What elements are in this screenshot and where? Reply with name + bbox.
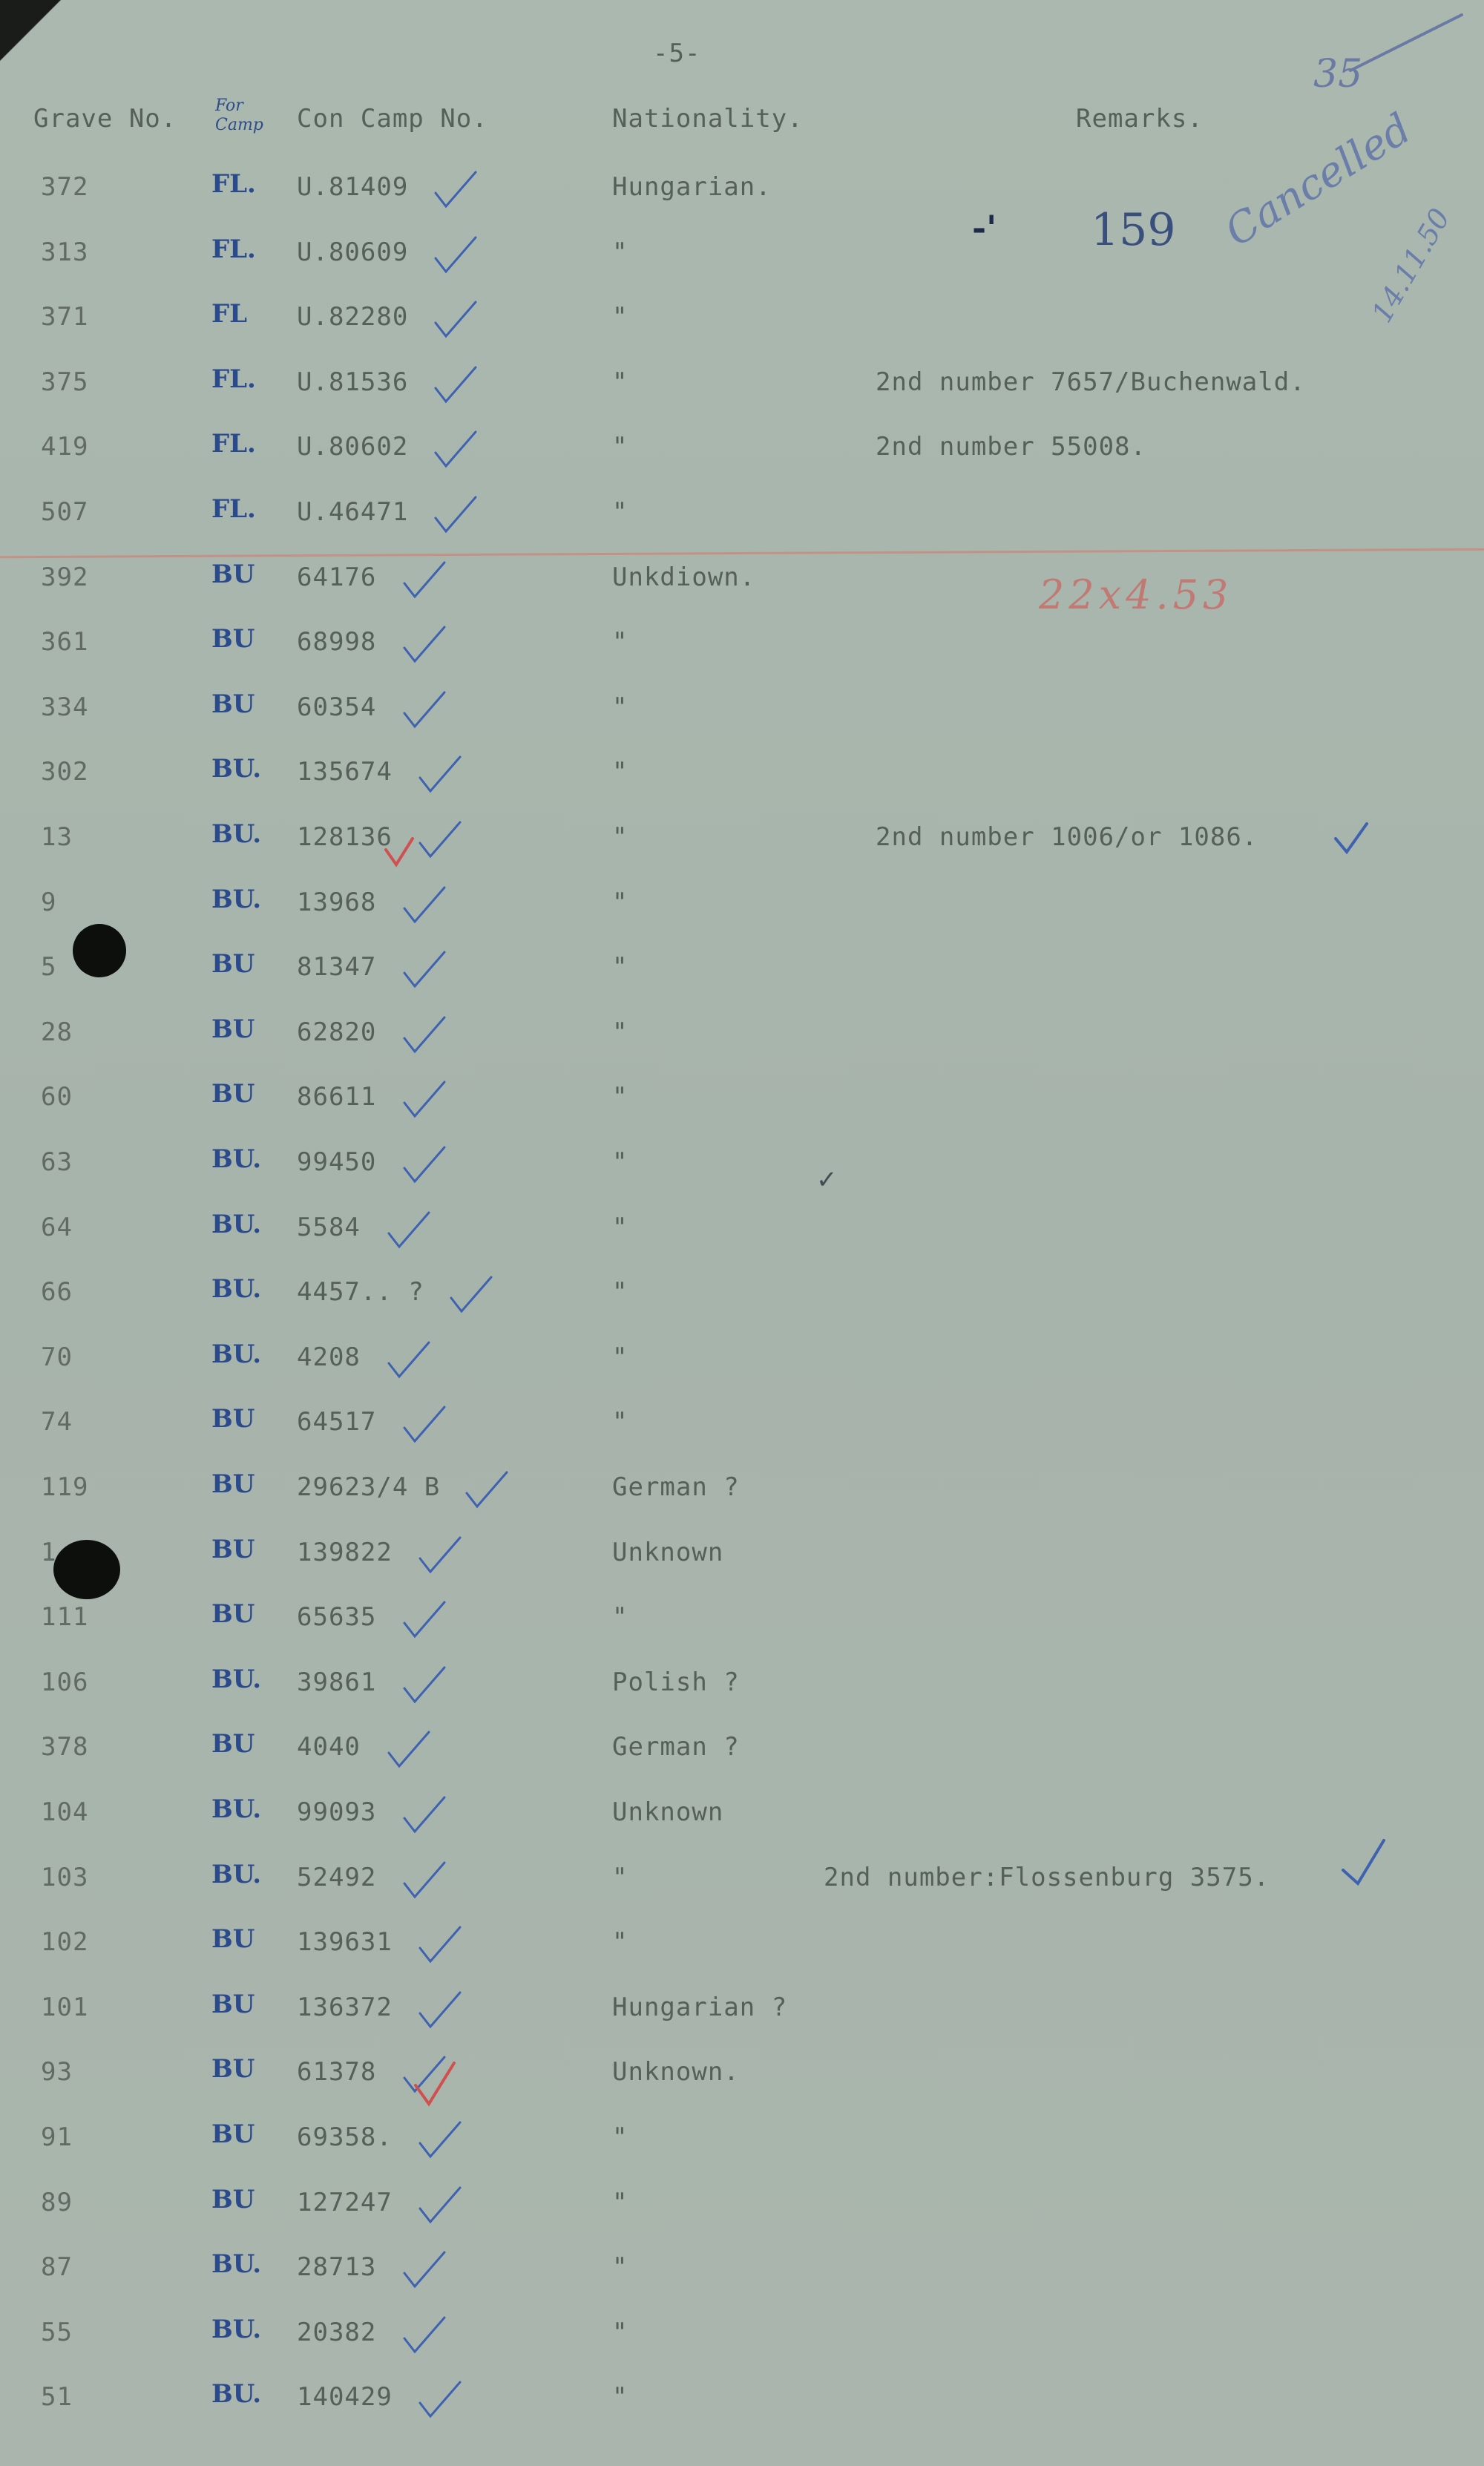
table-row (0, 1729, 1484, 1791)
table-row (0, 1990, 1484, 2052)
table-row (0, 237, 1484, 297)
camp-code: BU (211, 1469, 255, 1499)
grave-number: 89 (41, 2188, 73, 2217)
punch-hole-1 (73, 924, 126, 977)
camp-code: BU. (211, 1665, 262, 1694)
nationality: " (612, 367, 628, 397)
table-row (0, 1667, 1484, 1727)
nationality: " (612, 497, 628, 527)
camp-code: BU. (211, 754, 262, 784)
camp-number: 5584 (297, 1213, 361, 1242)
table-row (0, 1079, 1484, 1141)
header-remarks: Remarks. (1076, 104, 1204, 134)
annotation-159: 159 (1091, 204, 1176, 256)
table-row (0, 1794, 1484, 1857)
camp-code: BU (211, 689, 255, 719)
camp-code: BU (211, 1599, 255, 1629)
corner-number: 35 (1313, 52, 1363, 96)
camp-code: FL (211, 299, 248, 329)
nationality: Polish ? (612, 1667, 740, 1697)
grave-number: 507 (41, 497, 89, 527)
nationality: " (612, 2252, 628, 2282)
camp-number: 61378 (297, 2057, 377, 2087)
camp-number: 4208 (297, 1342, 361, 1372)
table-row (0, 1924, 1484, 1987)
grave-number: 9 (41, 888, 57, 917)
grave-number: 5 (41, 952, 57, 982)
camp-number: 69358. (297, 2122, 393, 2152)
nationality: " (612, 432, 628, 462)
camp-code: FL. (211, 429, 256, 459)
header-con-camp-no: Con Camp No. (297, 104, 488, 134)
camp-code: FL. (211, 235, 256, 264)
table-row (0, 2249, 1484, 2312)
nationality: " (612, 2188, 628, 2217)
camp-number: 64517 (297, 1407, 377, 1437)
camp-code: BU. (211, 885, 262, 914)
grave-number: 371 (41, 302, 89, 332)
nationality: " (612, 888, 628, 917)
grave-number: 55 (41, 2318, 73, 2347)
camp-code: BU. (211, 1860, 262, 1889)
camp-code: BU. (211, 2249, 262, 2279)
grave-number: 64 (41, 1213, 73, 1242)
camp-number: U.81409 (297, 172, 409, 202)
camp-code: BU (211, 1729, 255, 1759)
camp-number: 13968 (297, 888, 377, 917)
grave-number: 63 (41, 1147, 73, 1177)
annotation-stroke (1350, 15, 1462, 70)
camp-number: 64176 (297, 563, 377, 592)
camp-number: 139631 (297, 1927, 393, 1957)
camp-code: BU. (211, 1274, 262, 1304)
table-row (0, 819, 1484, 882)
nationality: " (612, 237, 628, 267)
grave-number: 103 (41, 1863, 89, 1892)
nationality: " (612, 1213, 628, 1242)
grave-number: 60 (41, 1082, 73, 1112)
header-grave-no: Grave No. (33, 104, 177, 134)
camp-number: 99093 (297, 1797, 377, 1827)
grave-number: 91 (41, 2122, 73, 2152)
nationality: German ? (612, 1732, 740, 1762)
nationality: Unknown (612, 1538, 724, 1567)
remark: 2nd number 7657/Buchenwald. (876, 367, 1306, 397)
camp-code: BU (211, 1079, 255, 1109)
camp-number: 136372 (297, 1993, 393, 2022)
annotation-cancelled-date: 14.11.50 (1365, 203, 1457, 328)
table-row (0, 885, 1484, 947)
table-row (0, 1404, 1484, 1466)
punch-hole-2 (53, 1540, 120, 1599)
nationality: " (612, 1277, 628, 1307)
grave-number: 378 (41, 1732, 89, 1762)
camp-code: BU (211, 1535, 255, 1564)
table-row (0, 1599, 1484, 1662)
grave-number: 106 (41, 1667, 89, 1697)
table-row (0, 494, 1484, 557)
table-row (0, 299, 1484, 361)
page-corner-shadow (0, 0, 67, 67)
table-row (0, 624, 1484, 686)
table-row (0, 2315, 1484, 2377)
camp-number: 139822 (297, 1538, 393, 1567)
camp-number: 128136 (297, 822, 393, 852)
camp-code: BU. (211, 1794, 262, 1824)
camp-code: FL. (211, 494, 256, 524)
camp-number: 99450 (297, 1147, 377, 1177)
camp-code: BU. (211, 1210, 262, 1239)
grave-number: 361 (41, 627, 89, 657)
grave-number: 419 (41, 432, 89, 462)
camp-code: BU (211, 2054, 255, 2084)
grave-number: 93 (41, 2057, 73, 2087)
camp-number: 135674 (297, 757, 393, 787)
nationality: " (612, 1342, 628, 1372)
table-row (0, 1274, 1484, 1337)
table-row (0, 754, 1484, 816)
grave-number: 375 (41, 367, 89, 397)
grave-number: 372 (41, 172, 89, 202)
table-row (0, 1860, 1484, 1922)
grave-number: 28 (41, 1017, 73, 1047)
nationality: " (612, 2382, 628, 2412)
camp-code: BU. (211, 1339, 262, 1369)
nationality: " (612, 952, 628, 982)
nationality: " (612, 627, 628, 657)
camp-code: BU (211, 1990, 255, 2019)
camp-number: 86611 (297, 1082, 377, 1112)
camp-number: U.80609 (297, 237, 409, 267)
nationality: " (612, 757, 628, 787)
grave-number: 392 (41, 563, 89, 592)
camp-number: 62820 (297, 1017, 377, 1047)
annotation-dash: -' (972, 208, 997, 248)
camp-code: BU. (211, 2379, 262, 2409)
camp-code: BU (211, 2119, 255, 2149)
table-row (0, 1144, 1484, 1207)
camp-number: 127247 (297, 2188, 393, 2217)
camp-code: BU (211, 949, 255, 979)
grave-number: 104 (41, 1797, 89, 1827)
camp-number: 4040 (297, 1732, 361, 1762)
grave-number: 101 (41, 1993, 89, 2022)
remark: 2nd number:Flossenburg 3575. (824, 1863, 1270, 1892)
grave-number: 66 (41, 1277, 73, 1307)
nationality: " (612, 2318, 628, 2347)
camp-code: BU (211, 560, 255, 589)
grave-number: 313 (41, 237, 89, 267)
nationality: " (612, 1017, 628, 1047)
table-row (0, 560, 1484, 622)
nationality: " (612, 822, 628, 852)
camp-number: U.46471 (297, 497, 409, 527)
camp-number: 28713 (297, 2252, 377, 2282)
table-row (0, 1535, 1484, 1597)
camp-number: 20382 (297, 2318, 377, 2347)
camp-code: BU (211, 624, 255, 654)
camp-number: 140429 (297, 2382, 393, 2412)
grave-number: 1 (41, 1538, 57, 1567)
camp-code: BU (211, 2185, 255, 2214)
nationality: " (612, 1082, 628, 1112)
nationality: Unkdiown. (612, 563, 756, 592)
camp-number: 52492 (297, 1863, 377, 1892)
table-row (0, 2054, 1484, 2116)
header-nationality: Nationality. (612, 104, 804, 134)
grave-number: 70 (41, 1342, 73, 1372)
annotation-cancelled: Cancelled (1217, 104, 1420, 257)
camp-code: BU (211, 1404, 255, 1434)
grave-number: 74 (41, 1407, 73, 1437)
nationality: " (612, 1602, 628, 1632)
camp-code: BU. (211, 1144, 262, 1174)
camp-number: 60354 (297, 692, 377, 722)
nationality: " (612, 302, 628, 332)
table-row (0, 689, 1484, 752)
grave-number: 102 (41, 1927, 89, 1957)
nationality: Hungarian. (612, 172, 772, 202)
camp-number: U.80602 (297, 432, 409, 462)
camp-number: 81347 (297, 952, 377, 982)
camp-number: 65635 (297, 1602, 377, 1632)
camp-number: U.81536 (297, 367, 409, 397)
table-row (0, 1014, 1484, 1077)
grave-number: 87 (41, 2252, 73, 2282)
nationality: Unknown (612, 1797, 724, 1827)
camp-number: 39861 (297, 1667, 377, 1697)
table-row (0, 429, 1484, 491)
annotation-loose-tick: ✓ (816, 1165, 838, 1195)
table-row (0, 1469, 1484, 1532)
nationality: " (612, 1407, 628, 1437)
grave-number: 111 (41, 1602, 89, 1632)
grave-number: 302 (41, 757, 89, 787)
camp-code: BU. (211, 2315, 262, 2344)
nationality: " (612, 692, 628, 722)
camp-code: BU (211, 1924, 255, 1954)
camp-number: 29623/4 B (297, 1472, 441, 1502)
nationality: " (612, 1147, 628, 1177)
camp-number: 68998 (297, 627, 377, 657)
annotation-red-note: 22x4.53 (1039, 571, 1233, 618)
table-row (0, 1210, 1484, 1272)
camp-code: BU. (211, 819, 262, 849)
grave-number: 119 (41, 1472, 89, 1502)
table-row (0, 169, 1484, 232)
nationality: " (612, 1863, 628, 1892)
grave-number: 13 (41, 822, 73, 852)
nationality: " (612, 1927, 628, 1957)
remark: 2nd number 55008. (876, 432, 1146, 462)
table-row (0, 1339, 1484, 1402)
nationality: German ? (612, 1472, 740, 1502)
camp-number: 4457.. ? (297, 1277, 424, 1307)
table-row (0, 949, 1484, 1011)
table-row (0, 2119, 1484, 2182)
grave-number: 334 (41, 692, 89, 722)
camp-code: BU (211, 1014, 255, 1044)
nationality: Unknown. (612, 2057, 740, 2087)
table-row (0, 364, 1484, 427)
table-row (0, 2379, 1484, 2442)
camp-code: FL. (211, 169, 256, 199)
grave-number: 51 (41, 2382, 73, 2412)
page-number: -5- (653, 39, 701, 68)
camp-number: U.82280 (297, 302, 409, 332)
camp-code: FL. (211, 364, 256, 394)
nationality: Hungarian ? (612, 1993, 788, 2022)
table-row (0, 2185, 1484, 2247)
header-for-camp: For Camp (215, 96, 263, 134)
remark: 2nd number 1006/or 1086. (876, 822, 1258, 852)
nationality: " (612, 2122, 628, 2152)
